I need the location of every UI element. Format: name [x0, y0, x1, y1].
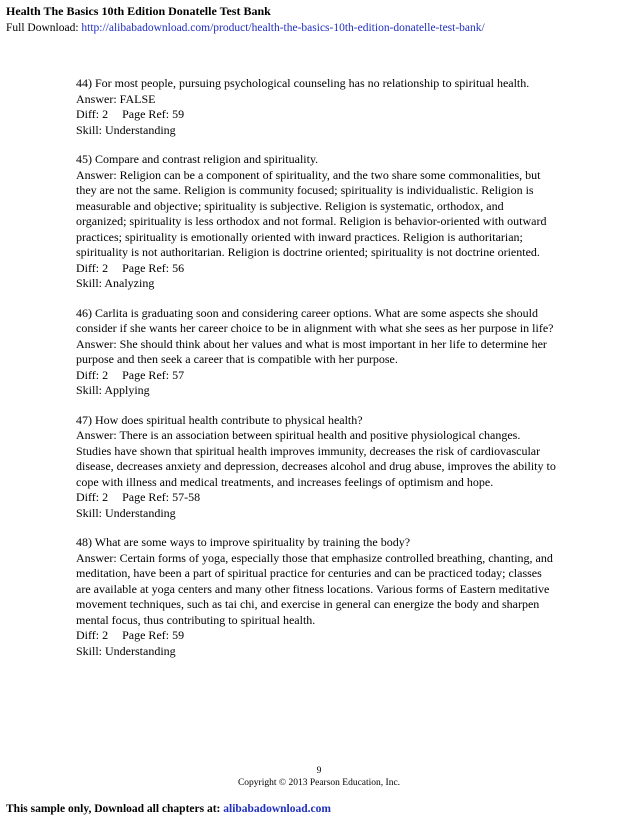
page-reference: Page Ref: 57-58 — [122, 490, 201, 504]
difficulty: Diff: 2 — [76, 260, 109, 275]
skill-text: Skill: Analyzing — [76, 276, 155, 290]
page-header — [6, 3, 632, 37]
question-text: 46) Carlita is graduating soon and considering career options. What are some aspects she should consider if she wants her career choice to be in alignment with what she sees as her purpose in life? — [76, 305, 554, 335]
question-text: 44) For most people, pursuing psychological counseling has no relationship to spiritual health. — [76, 76, 530, 90]
skill-text: Skill: Understanding — [76, 122, 176, 137]
question-text: 47) How does spiritual health contribute to physical health? — [76, 412, 363, 427]
page-reference: Page Ref: 59 — [122, 628, 185, 642]
copyright-notice: Copyright © 2013 Pearson Education, Inc. — [237, 778, 401, 788]
question-text: 48) What are some ways to improve spirituality by training the body? — [76, 535, 411, 549]
question-item — [76, 76, 556, 138]
answer-text: Answer: FALSE — [76, 91, 156, 106]
difficulty: Diff: 2 — [76, 490, 109, 504]
difficulty-line — [76, 490, 556, 506]
difficulty: Diff: 2 — [76, 107, 109, 121]
difficulty-line — [76, 628, 556, 644]
skill-text: Skill: Understanding — [76, 505, 176, 520]
difficulty-line — [76, 368, 556, 384]
answer-text: Answer: She should think about her values and what is most important in her life to determine her purpose and then seek a career that is compatible with her purpose. — [76, 336, 547, 366]
page-reference: Page Ref: 59 — [122, 107, 185, 121]
document-title: Health The Basics 10th Edition Donatelle Test Bank — [6, 4, 271, 18]
question-text: 45) Compare and contrast religion and spirituality. — [76, 152, 319, 166]
question-list — [76, 76, 556, 673]
page-footer — [0, 765, 638, 789]
answer-text: Answer: There is an association between spiritual health and positive physiological changes. Studies have shown that spiritual health improves immunity, decreases the risk of cardiovascular disease, decreases anxiety and depression, decreases alcohol and drug abuse, improves the ability to cope with illness and medical treatments, and increases feelings of optimism and hope. — [76, 428, 556, 489]
page-number: 9 — [316, 766, 322, 776]
download-line — [6, 20, 632, 37]
question-item — [76, 152, 556, 292]
answer-text: Answer: Religion can be a component of spirituality, and the two share some commonalities, but they are not the same. Religion is community focused; spirituality is individualistic. Religion is measurable and objective; spirituality is subjective. Religion is systematic, orthodox, and organized; spirituality is less orthodox and not formal. Religion is behavior-oriented with outward practices; spirituality is emotionally oriented with inward practices. Religion is authoritarian; spirituality is not authoritarian. Religion is doctrine oriented; spirituality is not doctrine oriented. — [76, 167, 547, 259]
download-label: Full Download: — [6, 22, 82, 34]
skill-text: Skill: Applying — [76, 383, 150, 397]
skill-text: Skill: Understanding — [76, 643, 176, 658]
question-item — [76, 306, 556, 399]
difficulty: Diff: 2 — [76, 367, 109, 382]
question-item — [76, 535, 556, 659]
page-reference: Page Ref: 57 — [122, 367, 185, 382]
difficulty-line — [76, 107, 556, 123]
download-notice — [6, 803, 331, 815]
page-reference: Page Ref: 56 — [122, 260, 185, 275]
difficulty-line — [76, 261, 556, 277]
question-item — [76, 413, 556, 522]
answer-text: Answer: Certain forms of yoga, especially those that emphasize controlled breathing, chanting, and meditation, have been a part of spiritual practice for centuries and can be practiced today; classes are available at yoga centers and many other fitness locations. Various forms of Eastern meditative movement techniques, such as tai chi, and exercise in general can energize the body and sharpen mental focus, thus contributing to spiritual health. — [76, 550, 553, 627]
download-link[interactable]: http://alibabadownload.com/product/health-the-basics-10th-edition-donatelle-test-bank/ — [81, 22, 485, 34]
download-notice-link[interactable]: alibabadownload.com — [223, 803, 331, 815]
difficulty: Diff: 2 — [76, 628, 109, 642]
download-notice-text: This sample only, Download all chapters at: — [6, 803, 224, 815]
